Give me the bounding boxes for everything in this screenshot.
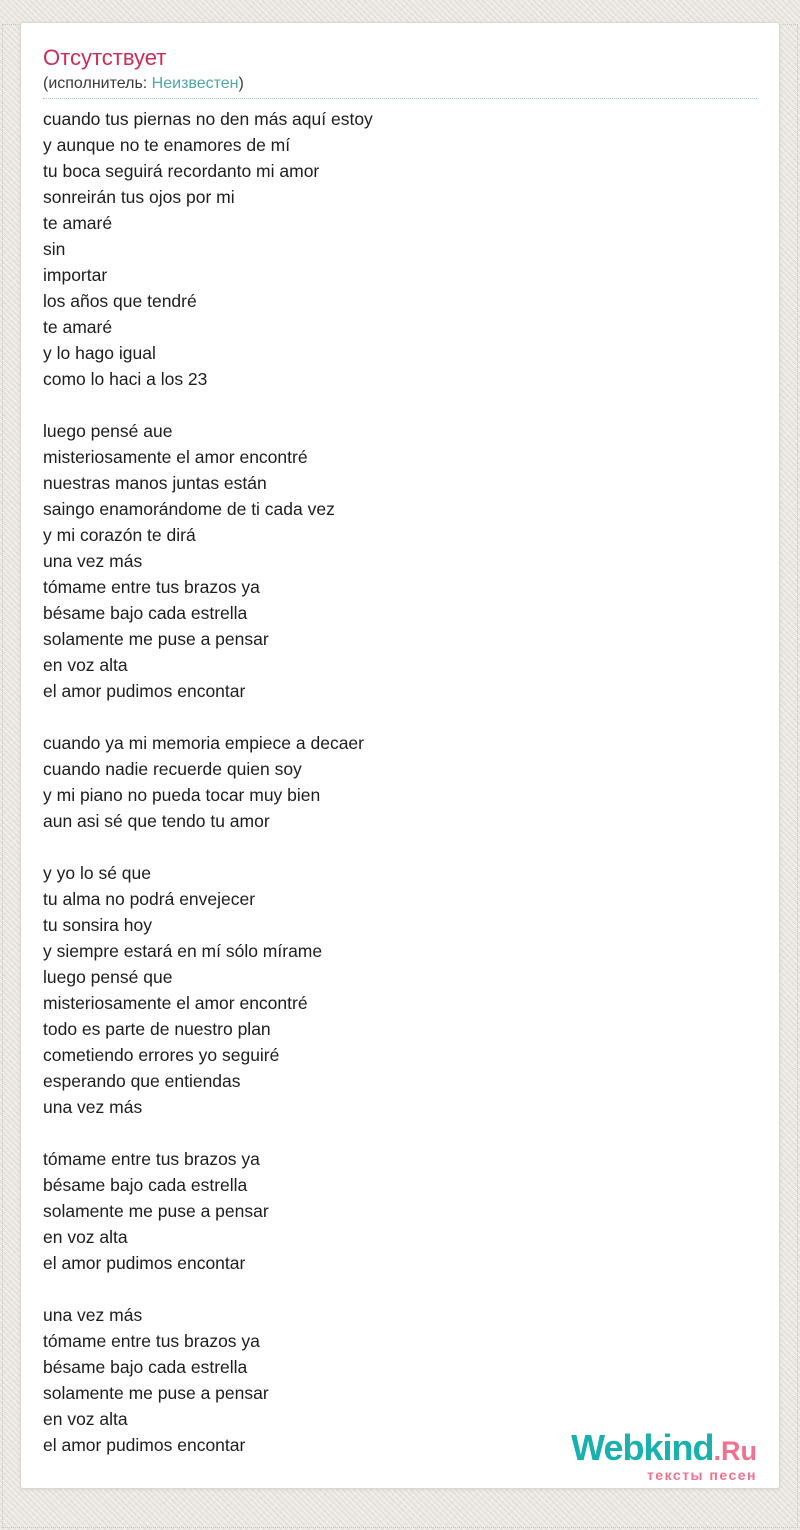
lyric-line: en voz alta: [43, 1227, 128, 1247]
lyrics-text: [43, 106, 757, 1458]
lyric-line: una vez más: [43, 1097, 143, 1117]
lyric-line: cuando nadie recuerde quien soy: [43, 759, 302, 779]
logo-webkind-text: Webkind: [571, 1427, 714, 1468]
logo-tagline: тексты песен: [646, 1467, 757, 1483]
lyric-line: importar: [43, 265, 108, 285]
lyric-line: cuando ya mi memoria empiece a decaer: [43, 733, 364, 753]
lyrics-card: [20, 22, 780, 1489]
lyric-line: bésame bajo cada estrella: [43, 1175, 248, 1195]
lyric-line: el amor pudimos encontar: [43, 1253, 246, 1273]
logo-link[interactable]: [571, 1427, 757, 1483]
lyric-line: nuestras manos juntas están: [43, 473, 267, 493]
lyric-line: el amor pudimos encontar: [43, 1435, 246, 1455]
lyric-line: solamente me puse a pensar: [43, 629, 269, 649]
lyric-line: en voz alta: [43, 655, 128, 675]
lyric-line: todo es parte de nuestro plan: [43, 1019, 271, 1039]
lyric-line: misteriosamente el amor encontré: [43, 447, 308, 467]
lyrics-stanza: [43, 1146, 757, 1276]
lyric-line: bésame bajo cada estrella: [43, 603, 248, 623]
lyric-line: solamente me puse a pensar: [43, 1201, 269, 1221]
lyric-line: te amaré: [43, 317, 113, 337]
lyric-line: sin: [43, 239, 66, 259]
artist-label-prefix: (исполнитель:: [43, 75, 152, 92]
lyric-line: tómame entre tus brazos ya: [43, 1331, 260, 1351]
artist-link[interactable]: Неизвестен: [151, 75, 239, 92]
lyric-line: esperando que entiendas: [43, 1071, 241, 1091]
lyric-line: tu alma no podrá envejecer: [43, 889, 256, 909]
lyrics-stanza: [43, 418, 757, 704]
lyric-line: cuando tus piernas no den más aquí estoy: [43, 109, 373, 129]
lyrics-stanza: [43, 106, 757, 392]
page-title: Отсутствует: [43, 45, 167, 70]
lyric-line: luego pensé aue: [43, 421, 173, 441]
lyric-line: y lo hago igual: [43, 343, 156, 363]
artist-line: [43, 75, 757, 99]
lyric-line: cometiendo errores yo seguiré: [43, 1045, 280, 1065]
lyric-line: aun asi sé que tendo tu amor: [43, 811, 270, 831]
artist-label-suffix: ): [238, 75, 244, 92]
logo-wordmark: [571, 1427, 757, 1468]
lyric-line: y siempre estará en mí sólo mírame: [43, 941, 323, 961]
lyric-line: tu sonsira hoy: [43, 915, 152, 935]
lyric-line: tómame entre tus brazos ya: [43, 577, 260, 597]
lyric-line: te amaré: [43, 213, 113, 233]
lyric-line: tómame entre tus brazos ya: [43, 1149, 260, 1169]
lyric-line: una vez más: [43, 1305, 143, 1325]
lyric-line: y mi corazón te dirá: [43, 525, 196, 545]
logo-ru-text: .Ru: [713, 1436, 757, 1466]
lyric-line: saingo enamorándome de ti cada vez: [43, 499, 335, 519]
lyric-line: y yo lo sé que: [43, 863, 151, 883]
lyric-line: misteriosamente el amor encontré: [43, 993, 308, 1013]
lyric-line: los años que tendré: [43, 291, 197, 311]
lyric-line: el amor pudimos encontar: [43, 681, 246, 701]
lyrics-stanza: [43, 730, 757, 834]
lyric-line: sonreirán tus ojos por mi: [43, 187, 235, 207]
lyric-line: y mi piano no pueda tocar muy bien: [43, 785, 321, 805]
lyric-line: una vez más: [43, 551, 143, 571]
page-background: [0, 22, 800, 1530]
lyric-line: como lo haci a los 23: [43, 369, 208, 389]
lyrics-stanza: [43, 860, 757, 1120]
lyric-line: luego pensé que: [43, 967, 173, 987]
lyric-line: solamente me puse a pensar: [43, 1383, 269, 1403]
lyric-line: tu boca seguirá recordanto mi amor: [43, 161, 320, 181]
lyric-line: bésame bajo cada estrella: [43, 1357, 248, 1377]
lyric-line: en voz alta: [43, 1409, 128, 1429]
lyric-line: y aunque no te enamores de mí: [43, 135, 291, 155]
